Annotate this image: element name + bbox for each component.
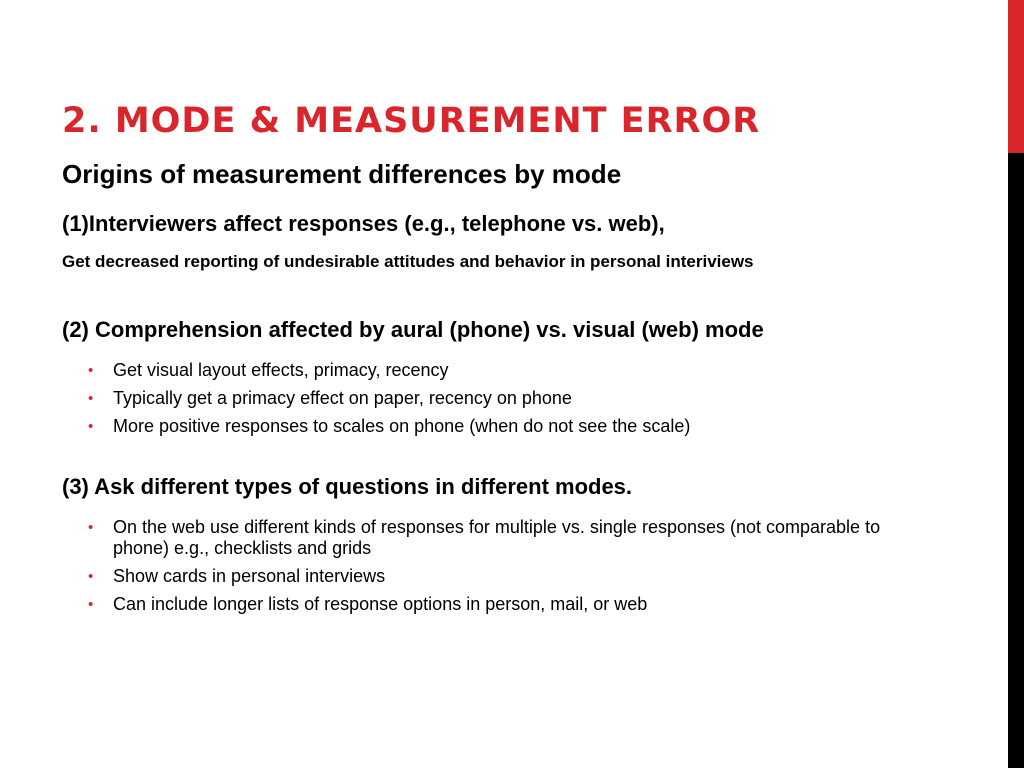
point-2-heading: (2) Comprehension affected by aural (phone) vs. visual (web) mode (62, 317, 764, 342)
list-item (86, 594, 916, 615)
bullet-icon: • (88, 596, 94, 613)
bullet-text: Get visual layout effects, primacy, recency (113, 360, 449, 380)
bullet-text: Typically get a primacy effect on paper, recency on phone (113, 388, 572, 408)
list-item (86, 517, 916, 559)
bullet-icon: • (88, 362, 94, 379)
bullet-icon: • (88, 568, 94, 585)
point-1-heading: (1)Interviewers affect responses (e.g., telephone vs. web), (62, 211, 665, 236)
edge-bar-black (1008, 153, 1024, 768)
point-3-heading: (3) Ask different types of questions in different modes. (62, 474, 633, 499)
list-item (86, 416, 916, 437)
slide-subtitle: Origins of measurement differences by mode (62, 159, 622, 189)
list-item (86, 388, 916, 409)
bullet-text: On the web use different kinds of responses for multiple vs. single responses (not comparable to phone) e.g., checklists and grids (113, 517, 881, 558)
point-1-detail: Get decreased reporting of undesirable attitudes and behavior in personal interiviews (62, 252, 754, 271)
bullet-icon: • (88, 519, 94, 536)
bullet-icon: • (88, 418, 94, 435)
bullet-text: Show cards in personal interviews (113, 566, 386, 586)
edge-bar-red (1008, 0, 1024, 153)
slide-title: 2. MODE & MEASUREMENT ERROR (62, 101, 761, 141)
bullet-text: More positive responses to scales on phone (when do not see the scale) (113, 416, 691, 436)
bullet-text: Can include longer lists of response options in person, mail, or web (113, 594, 648, 614)
bullet-icon: • (88, 390, 94, 407)
point-2-bullet-list (86, 360, 916, 444)
point-3-bullet-list (86, 517, 916, 622)
list-item (86, 566, 916, 587)
list-item (86, 360, 916, 381)
